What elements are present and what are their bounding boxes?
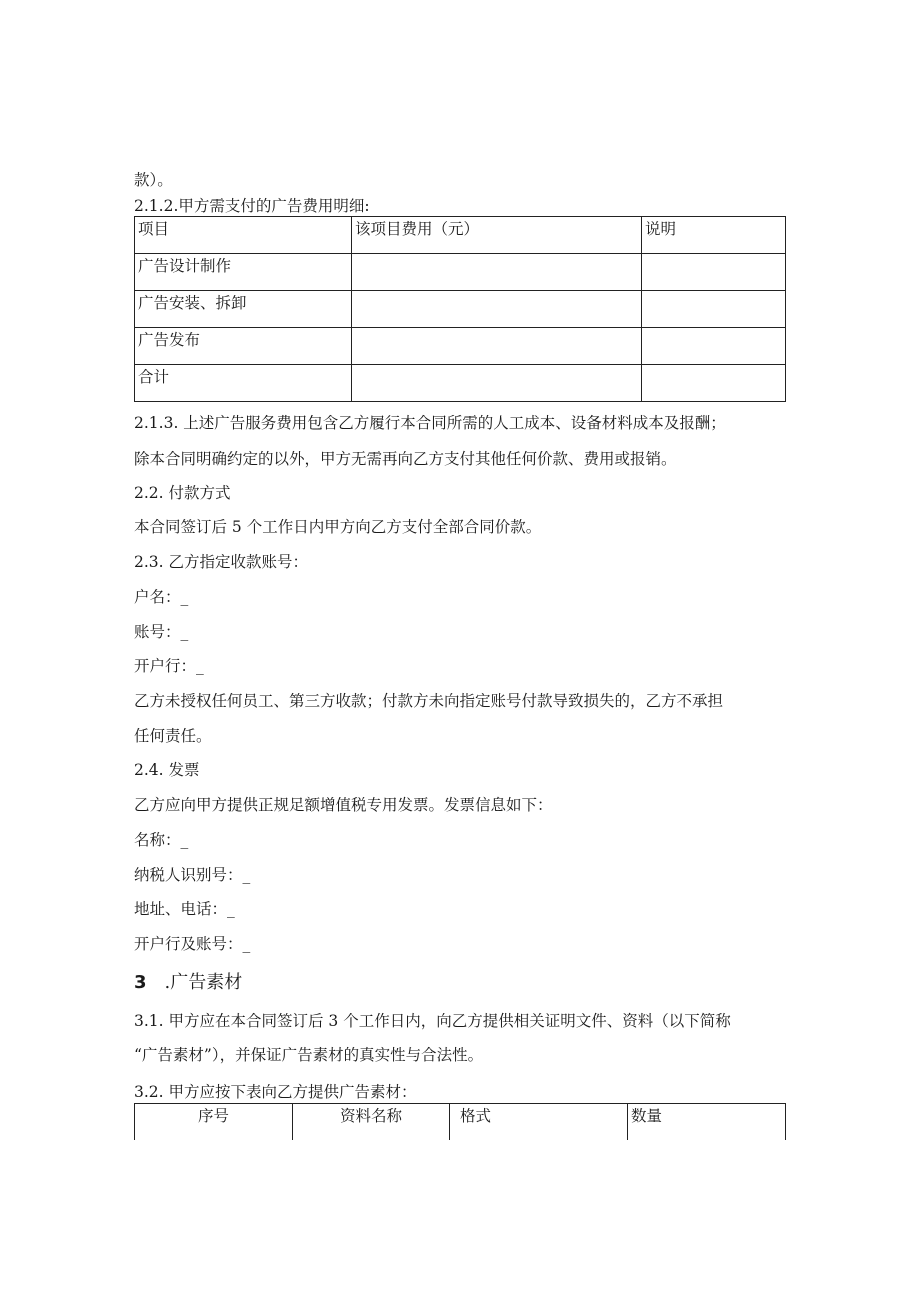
text-line: “广告素材”），并保证广告素材的真实性与合法性。 — [134, 1046, 484, 1064]
text-line: 除本合同明确约定的以外，甲方无需再向乙方支付其他任何价款、费用或报销。 — [134, 450, 677, 468]
field-line: 开户行及账号：_ — [134, 935, 251, 953]
field-line: 地址、电话：_ — [134, 900, 235, 918]
table-cell — [352, 328, 642, 365]
text-line: 乙方未授权任何员工、第三方收款；付款方未向指定账号付款导致损失的，乙方不承担 — [134, 692, 724, 710]
field-line: 开户行：_ — [134, 657, 204, 675]
section-heading: 2.2. 付款方式 — [134, 484, 231, 502]
text-line: 款）。 — [134, 171, 173, 189]
table-cell: 广告设计制作 — [135, 254, 352, 291]
field-line: 名称：_ — [134, 831, 189, 849]
table-cell — [352, 365, 642, 402]
table-cell — [642, 365, 786, 402]
table-header-row — [135, 1104, 786, 1141]
text-line: 乙方应向甲方提供正规足额增值税专用发票。发票信息如下： — [134, 796, 553, 814]
table-header-cell: 格式 — [450, 1104, 628, 1141]
text-line: 2.1.3. 上述广告服务费用包含乙方履行本合同所需的人工成本、设备材料成本及报酬； — [134, 414, 726, 432]
text-line: 任何责任。 — [134, 727, 212, 745]
section-number: 3 — [134, 972, 147, 993]
table-header-cell: 说明 — [642, 217, 786, 254]
table-cell: 合计 — [135, 365, 352, 402]
field-line: 户名：_ — [134, 588, 189, 606]
table-row — [135, 328, 786, 365]
table-row — [135, 291, 786, 328]
field-line: 纳税人识别号：_ — [134, 866, 251, 884]
text-line: 2.1.2.甲方需支付的广告费用明细: — [134, 197, 370, 215]
fee-table — [134, 216, 786, 402]
table-header-cell: 序号 — [135, 1104, 293, 1141]
section-title: .广告素材 — [164, 972, 243, 993]
table-row — [135, 365, 786, 402]
table-cell — [352, 254, 642, 291]
text-line: 本合同签订后 5 个工作日内甲方向乙方支付全部合同价款。 — [134, 518, 542, 536]
table-cell — [352, 291, 642, 328]
section-3-heading — [134, 972, 242, 994]
table-cell — [642, 328, 786, 365]
table-header-cell: 项目 — [135, 217, 352, 254]
table-cell: 广告发布 — [135, 328, 352, 365]
section-heading: 2.3. 乙方指定收款账号： — [134, 553, 309, 571]
table-header-cell: 资料名称 — [293, 1104, 450, 1141]
field-line: 账号：_ — [134, 623, 189, 641]
table-cell — [642, 254, 786, 291]
table-cell — [642, 291, 786, 328]
section-heading: 2.4. 发票 — [134, 761, 200, 779]
table-header-cell: 该项目费用（元） — [352, 217, 642, 254]
text-line: 3.2. 甲方应按下表向乙方提供广告素材： — [134, 1083, 417, 1101]
table-header-row — [135, 217, 786, 254]
table-cell: 广告安装、拆卸 — [135, 291, 352, 328]
material-table — [134, 1103, 786, 1140]
text-line: 3.1. 甲方应在本合同签订后 3 个工作日内，向乙方提供相关证明文件、资料（以下简称 — [134, 1012, 731, 1030]
table-header-cell: 数量 — [628, 1104, 786, 1141]
table-row — [135, 254, 786, 291]
